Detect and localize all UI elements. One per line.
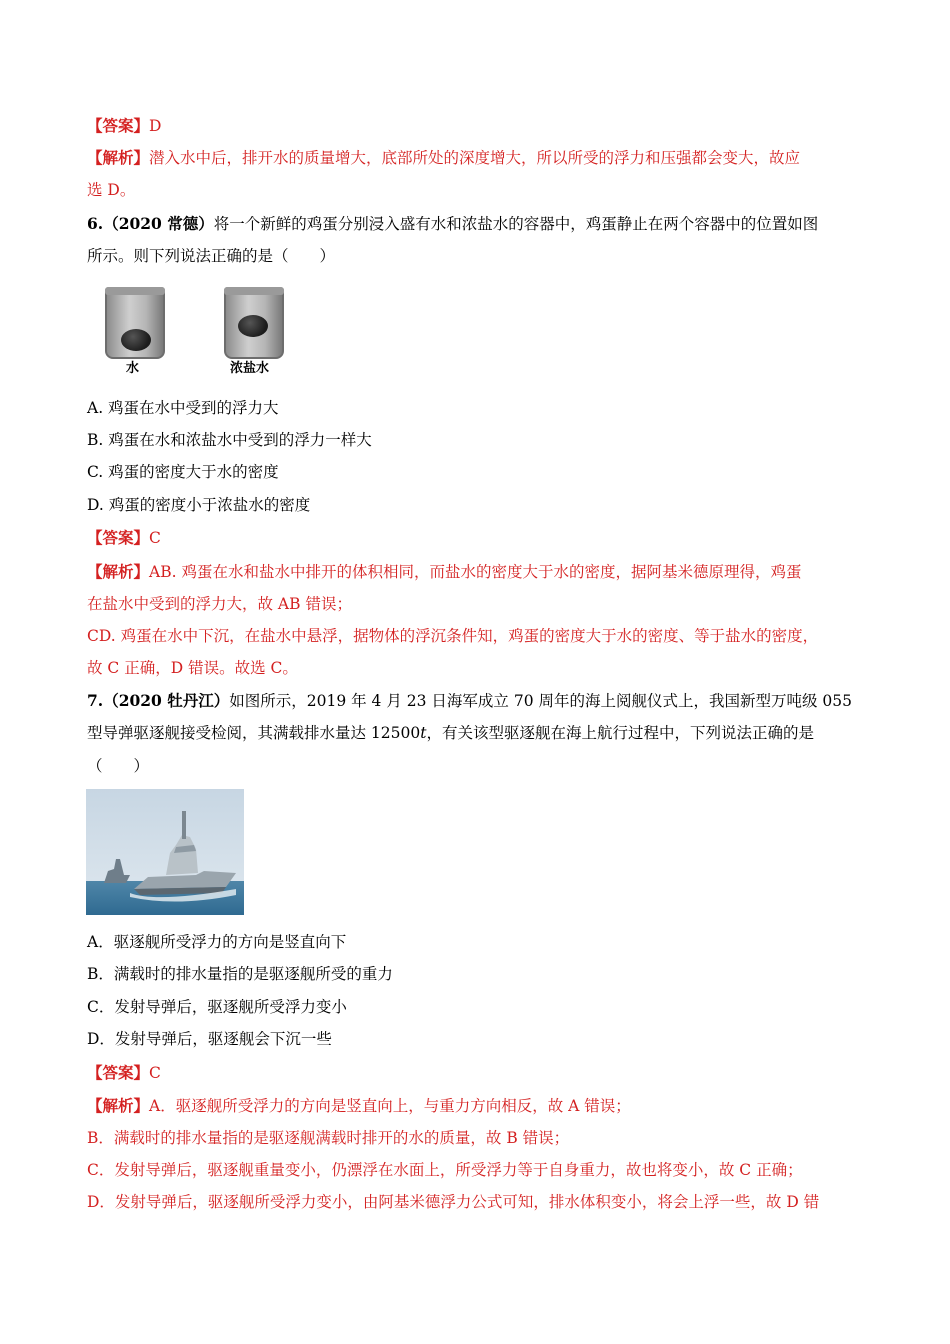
- q7-stem-line-3: （ ）: [87, 757, 150, 775]
- q7-option-a: A．驱逐舰所受浮力的方向是竖直向下: [87, 933, 347, 951]
- analysis-tag: 【解析】: [87, 562, 150, 581]
- q6-analysis-line-1: [87, 562, 801, 582]
- q6-analysis-line-4: 故 C 正确，D 错误。故选 C。: [87, 659, 298, 677]
- q5-analysis-line-2: 选 D。: [87, 181, 136, 199]
- analysis-tag: 【解析】: [87, 1096, 150, 1115]
- stem-text: 型导弹驱逐舰接受检阅，其满载排水量达 12500: [87, 724, 421, 742]
- destroyer-photo: [86, 789, 244, 915]
- brine-label: 浓盐水: [230, 361, 270, 376]
- brine-container: [224, 287, 284, 359]
- question-number: 7.: [87, 691, 104, 710]
- answer-tag: 【答案】: [87, 528, 150, 547]
- q6-stem-line-2: 所示。则下列说法正确的是（ ）: [87, 247, 336, 265]
- q7-analysis-line-3: C．发射导弹后，驱逐舰重量变小，仍漂浮在水面上，所受浮力等于自身重力，故也将变小，故 C 正确；: [87, 1161, 803, 1179]
- answer-value: C: [149, 1064, 161, 1082]
- stem-text: 将一个新鲜的鸡蛋分别浸入盛有水和浓盐水的容器中，鸡蛋静止在两个容器中的位置如图: [213, 215, 819, 233]
- q7-option-b: B．满载时的排水量指的是驱逐舰所受的重力: [87, 965, 393, 983]
- egg-in-water: [121, 329, 151, 351]
- water-container: [105, 287, 165, 359]
- q7-answer-line: [87, 1063, 161, 1083]
- unit-t: t: [420, 724, 427, 742]
- analysis-text: AB. 鸡蛋在水和盐水中排开的体积相同，而盐水的密度大于水的密度，据阿基米德原理得，鸡蛋: [149, 563, 802, 581]
- stem-text: 如图所示，2019 年 4 月 23 日海军成立 70 周年的海上阅舰仪式上，我国新型万吨级 055: [229, 692, 852, 710]
- question-number: 6.: [87, 214, 104, 233]
- q7-option-d: D．发射导弹后，驱逐舰会下沉一些: [87, 1030, 332, 1048]
- q5-answer-line: [87, 116, 161, 136]
- q7-stem-line-2: [87, 723, 814, 743]
- q6-analysis-line-3: CD. 鸡蛋在水中下沉，在盐水中悬浮，据物体的浮沉条件知，鸡蛋的密度大于水的密度、等于盐水的密度，: [87, 627, 819, 645]
- egg-in-containers-figure: [100, 285, 300, 375]
- q6-option-c: C. 鸡蛋的密度大于水的密度: [87, 463, 279, 481]
- analysis-text: A．驱逐舰所受浮力的方向是竖直向上，与重力方向相反，故 A 错误；: [149, 1097, 631, 1115]
- answer-value: D: [149, 117, 162, 135]
- water-label: 水: [126, 361, 140, 376]
- answer-tag: 【答案】: [87, 116, 150, 135]
- answer-tag: 【答案】: [87, 1063, 150, 1082]
- question-source: （2020 牡丹江）: [103, 691, 230, 710]
- analysis-tag: 【解析】: [87, 148, 150, 167]
- q5-analysis-line-1: [87, 148, 800, 168]
- q6-option-b: B. 鸡蛋在水和浓盐水中受到的浮力一样大: [87, 431, 372, 449]
- stem-text: ，有关该型驱逐舰在海上航行过程中，下列说法正确的是: [426, 724, 814, 742]
- q7-stem-line-1: [87, 691, 852, 711]
- q7-analysis-line-1: [87, 1096, 631, 1116]
- q6-analysis-line-2: 在盐水中受到的浮力大，故 AB 错误；: [87, 595, 352, 613]
- egg-in-brine: [238, 315, 268, 337]
- q7-analysis-line-2: B．满载时的排水量指的是驱逐舰满载时排开的水的质量，故 B 错误；: [87, 1129, 570, 1147]
- q6-stem-line-1: [87, 214, 818, 234]
- answer-value: C: [149, 529, 161, 547]
- q7-option-c: C．发射导弹后，驱逐舰所受浮力变小: [87, 998, 347, 1016]
- analysis-text: 潜入水中后，排开水的质量增大，底部所处的深度增大，所以所受的浮力和压强都会变大，故应: [149, 149, 801, 167]
- q6-option-d: D. 鸡蛋的密度小于浓盐水的密度: [87, 496, 311, 514]
- q6-option-a: A. 鸡蛋在水中受到的浮力大: [87, 399, 279, 417]
- question-source: （2020 常德）: [103, 214, 214, 233]
- q6-answer-line: [87, 528, 161, 548]
- q7-analysis-line-4: D．发射导弹后，驱逐舰所受浮力变小，由阿基米德浮力公式可知，排水体积变小，将会上浮一些，故 D 错: [87, 1193, 820, 1211]
